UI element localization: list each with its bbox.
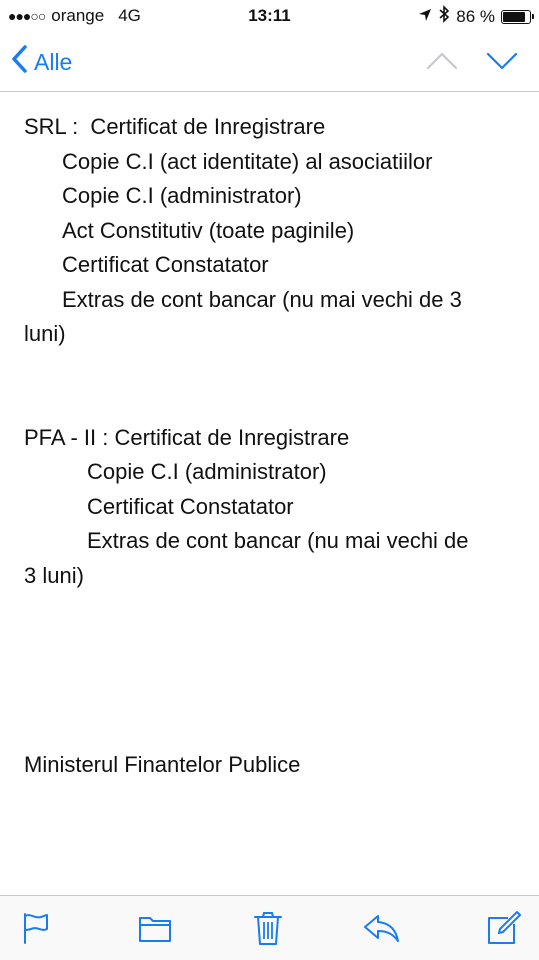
status-time: 13:11 (248, 6, 291, 25)
reply-button[interactable] (362, 910, 402, 946)
email-body (24, 110, 519, 783)
navigation-bar (0, 32, 539, 92)
flag-button[interactable] (18, 910, 58, 946)
email-signature: Ministerul Finantelor Publice (24, 752, 301, 777)
delete-button[interactable] (250, 910, 290, 946)
compose-icon (486, 933, 522, 950)
chevron-down-icon[interactable] (485, 46, 519, 81)
spacer (24, 352, 519, 421)
back-button[interactable] (10, 44, 72, 80)
battery-icon (501, 10, 531, 24)
status-bar (0, 0, 539, 32)
spacer (24, 593, 519, 748)
carrier-name: orange (51, 6, 105, 25)
message-navigation (425, 46, 519, 81)
battery-percent: 86 % (456, 6, 495, 26)
pfa-heading: PFA - II : Certificat de Inregistrare (24, 424, 350, 450)
status-right (418, 5, 531, 28)
srl-item: Act Constitutiv (toate paginile) (62, 217, 355, 243)
bottom-toolbar (0, 895, 539, 960)
srl-item-continuation: luni) (24, 321, 66, 346)
location-arrow-icon (418, 7, 432, 27)
pfa-item-continuation: 3 luni) (24, 562, 84, 588)
network-type: 4G (118, 6, 141, 25)
pfa-item: Copie C.I (administrator) (87, 459, 327, 484)
srl-item: Certificat Constatator (62, 252, 269, 277)
battery-fill (503, 12, 525, 22)
pfa-item: Extras de cont bancar (nu mai vechi de (87, 528, 469, 553)
flag-icon (18, 933, 54, 950)
battery-cap (532, 14, 534, 19)
back-button-label: Alle (34, 48, 73, 75)
signal-strength: ●●●○○ (8, 8, 46, 24)
trash-icon (250, 933, 286, 950)
move-to-folder-button[interactable] (137, 910, 177, 946)
srl-item: Copie C.I (administrator) (62, 183, 302, 208)
chevron-left-icon (10, 44, 28, 80)
folder-icon (137, 933, 173, 950)
chevron-up-icon[interactable] (425, 46, 459, 81)
srl-item: Copie C.I (act identitate) al asociatiilor (62, 148, 433, 174)
bluetooth-icon (438, 5, 450, 28)
srl-item: Extras de cont bancar (nu mai vechi de 3 (62, 286, 462, 312)
compose-button[interactable] (486, 910, 526, 946)
reply-icon (362, 933, 402, 950)
pfa-item: Certificat Constatator (87, 493, 294, 519)
srl-heading: SRL : Certificat de Inregistrare (24, 114, 326, 139)
